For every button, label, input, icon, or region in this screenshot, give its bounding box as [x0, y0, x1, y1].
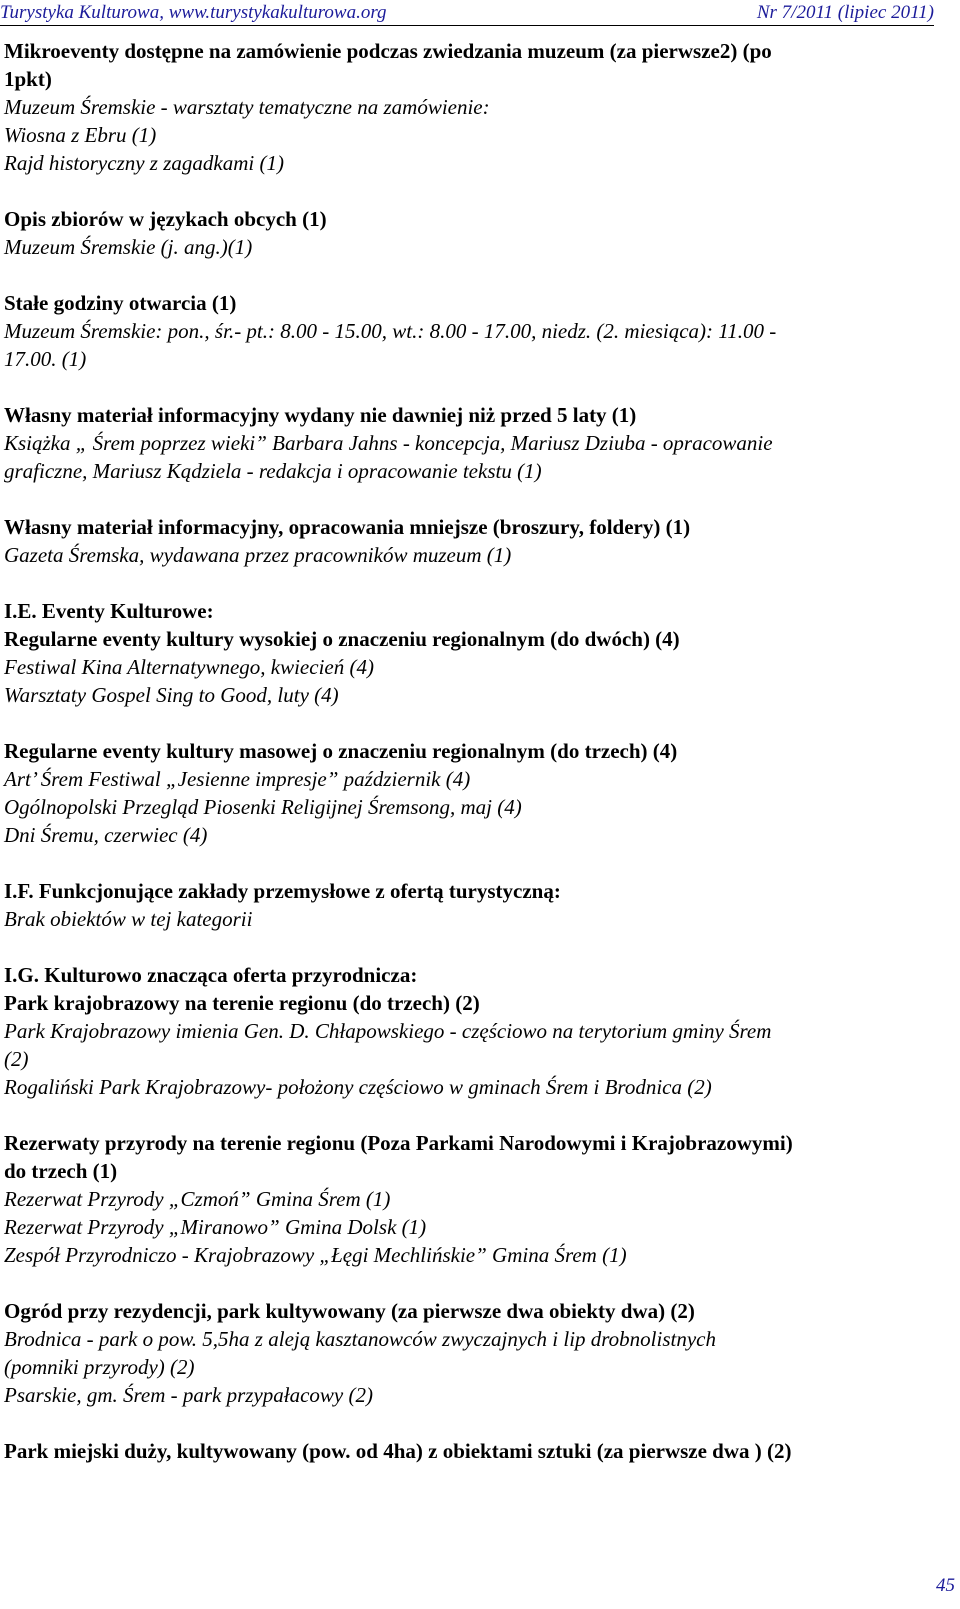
- heading-line: Park krajobrazowy na terenie regionu (do trzech) (2): [4, 991, 480, 1015]
- document-body: [4, 37, 934, 1465]
- header-site-title: Turystyka Kulturowa, www.turystykakulturowa.org: [0, 2, 387, 23]
- item-line: Muzeum Śremskie - warsztaty tematyczne na zamówienie:: [4, 95, 490, 119]
- item-line: Rezerwat Przyrody „Miranowo” Gmina Dolsk (1): [4, 1215, 427, 1239]
- item-line: Rogaliński Park Krajobrazowy- położony częściowo w gminach Śrem i Brodnica (2): [4, 1075, 712, 1099]
- item-line: Książka „ Śrem poprzez wieki” Barbara Jahns - koncepcja, Mariusz Dziuba - opracowanie: [4, 431, 773, 455]
- item-line: Warsztaty Gospel Sing to Good, luty (4): [4, 683, 339, 707]
- heading-line: Opis zbiorów w językach obcych (1): [4, 207, 327, 231]
- item-line: Wiosna z Ebru (1): [4, 123, 157, 147]
- heading-line: Rezerwaty przyrody na terenie regionu (Poza Parkami Narodowymi i Krajobrazowymi): [4, 1131, 793, 1155]
- paragraph-gap: [4, 1101, 934, 1129]
- paragraph-gap: [4, 849, 934, 877]
- item-line: (2): [4, 1047, 29, 1071]
- item-line: (pomniki przyrody) (2): [4, 1355, 195, 1379]
- heading-line: 1pkt): [4, 67, 52, 91]
- item-line: Brodnica - park o pow. 5,5ha z aleją kasztanowców zwyczajnych i lip drobnolistnych: [4, 1327, 716, 1351]
- item-line: Brak obiektów w tej kategorii: [4, 907, 253, 931]
- item-line: 17.00. (1): [4, 347, 87, 371]
- item-line: Muzeum Śremskie: pon., śr.- pt.: 8.00 - 15.00, wt.: 8.00 - 17.00, niedz. (2. miesiąca): 11.00 -: [4, 319, 777, 343]
- heading-line: Mikroeventy dostępne na zamówienie podczas zwiedzania muzeum (za pierwsze2) (po: [4, 39, 772, 63]
- heading-line: I.F. Funkcjonujące zakłady przemysłowe z ofertą turystyczną:: [4, 879, 561, 903]
- paragraph-gap: [4, 709, 934, 737]
- heading-line: Stałe godziny otwarcia (1): [4, 291, 237, 315]
- heading-line: Własny materiał informacyjny wydany nie dawniej niż przed 5 laty (1): [4, 403, 637, 427]
- paragraph-gap: [4, 177, 934, 205]
- item-line: Rezerwat Przyrody „Czmoń” Gmina Śrem (1): [4, 1187, 391, 1211]
- paragraph-gap: [4, 933, 934, 961]
- paragraph-gap: [4, 261, 934, 289]
- item-line: Muzeum Śremskie (j. ang.)(1): [4, 235, 253, 259]
- item-line: Festiwal Kina Alternatywnego, kwiecień (4): [4, 655, 374, 679]
- heading-line: I.G. Kulturowo znacząca oferta przyrodnicza:: [4, 963, 418, 987]
- heading-line: Park miejski duży, kultywowany (pow. od 4ha) z obiektami sztuki (za pierwsze dwa ) (2): [4, 1439, 792, 1463]
- paragraph-gap: [4, 373, 934, 401]
- item-line: Art’ Śrem Festiwal „Jesienne impresje” październik (4): [4, 767, 471, 791]
- paragraph-gap: [4, 569, 934, 597]
- item-line: Dni Śremu, czerwiec (4): [4, 823, 208, 847]
- item-line: Rajd historyczny z zagadkami (1): [4, 151, 284, 175]
- heading-line: Regularne eventy kultury wysokiej o znaczeniu regionalnym (do dwóch) (4): [4, 627, 680, 651]
- item-line: graficzne, Mariusz Kądziela - redakcja i opracowanie tekstu (1): [4, 459, 542, 483]
- item-line: Ogólnopolski Przegląd Piosenki Religijnej Śremsong, maj (4): [4, 795, 522, 819]
- heading-line: Regularne eventy kultury masowej o znaczeniu regionalnym (do trzech) (4): [4, 739, 678, 763]
- heading-line: Własny materiał informacyjny, opracowania mniejsze (broszury, foldery) (1): [4, 515, 691, 539]
- item-line: Gazeta Śremska, wydawana przez pracowników muzeum (1): [4, 543, 512, 567]
- heading-line: do trzech (1): [4, 1159, 118, 1183]
- item-line: Park Krajobrazowy imienia Gen. D. Chłapowskiego - częściowo na terytorium gminy Śrem: [4, 1019, 772, 1043]
- page-number: 45: [936, 1575, 955, 1596]
- item-line: Psarskie, gm. Śrem - park przypałacowy (2): [4, 1383, 373, 1407]
- running-header: [0, 0, 934, 26]
- heading-line: Ogród przy rezydencji, park kultywowany (za pierwsze dwa obiekty dwa) (2): [4, 1299, 695, 1323]
- header-issue: Nr 7/2011 (lipiec 2011): [756, 2, 934, 23]
- header-rule: [0, 25, 934, 26]
- paragraph-gap: [4, 485, 934, 513]
- item-line: Zespół Przyrodniczo - Krajobrazowy „Łęgi Mechlińskie” Gmina Śrem (1): [4, 1243, 627, 1267]
- heading-line: I.E. Eventy Kulturowe:: [4, 599, 214, 623]
- paragraph-gap: [4, 1269, 934, 1297]
- paragraph-gap: [4, 1409, 934, 1437]
